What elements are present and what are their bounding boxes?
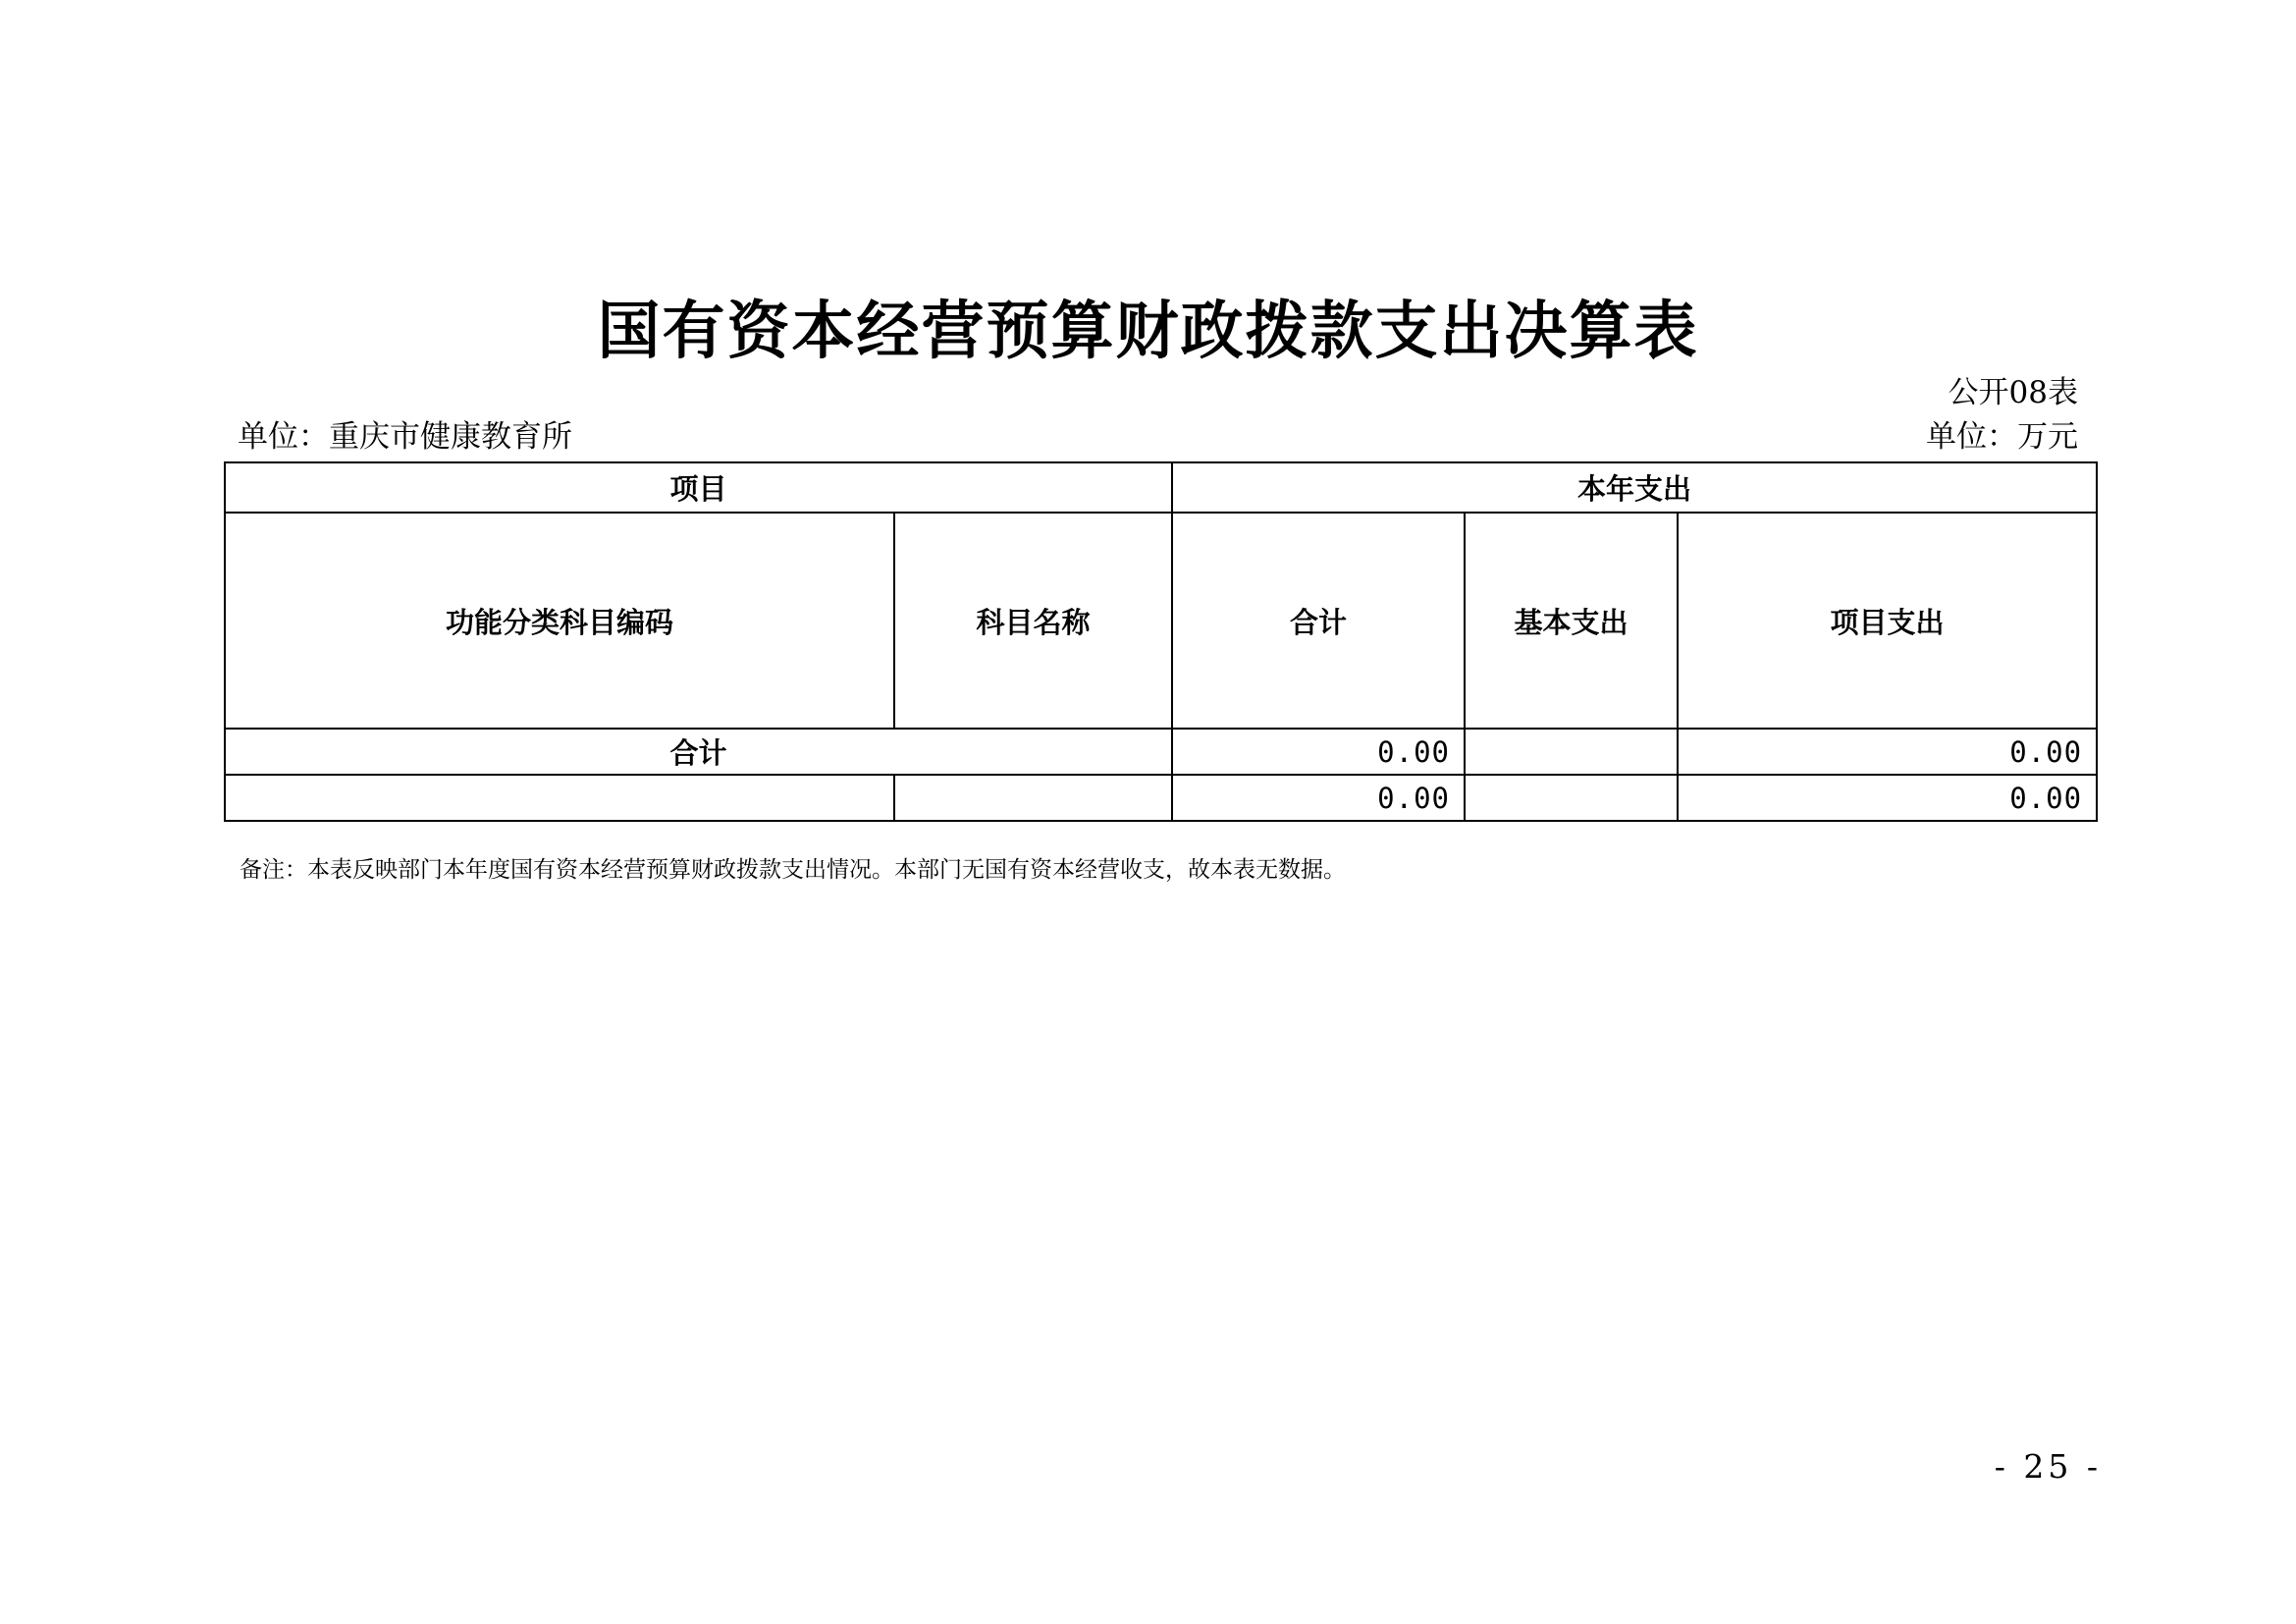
- row-subject-name: [894, 775, 1172, 821]
- total-row-total: 0.00: [1172, 729, 1465, 775]
- page-title: 国有资本经营预算财政拨款支出决算表: [597, 296, 1699, 368]
- row-basic-expenditure: [1465, 775, 1678, 821]
- project-expenditure-header: 项目支出: [1678, 513, 2097, 729]
- reporting-unit: 单位：重庆市健康教育所: [238, 419, 572, 455]
- total-row-basic-expenditure: [1465, 729, 1678, 775]
- subject-name-header: 科目名称: [894, 513, 1172, 729]
- expenditure-table: [224, 461, 2098, 822]
- function-code-header: 功能分类科目编码: [225, 513, 894, 729]
- project-group-header: 项目: [225, 462, 1172, 513]
- column-header-row: [225, 513, 2097, 729]
- row-function-code: [225, 775, 894, 821]
- page-number: - 25 -: [1994, 1447, 2102, 1486]
- row-total: 0.00: [1172, 775, 1465, 821]
- footnote: 备注：本表反映部门本年度国有资本经营预算财政拨款支出情况。本部门无国有资本经营收支，故本表无数据。: [240, 857, 1346, 883]
- total-row-label: 合计: [225, 729, 1172, 775]
- current-year-expenditure-header: 本年支出: [1172, 462, 2097, 513]
- table-row: [225, 775, 2097, 821]
- total-row-project-expenditure: 0.00: [1678, 729, 2097, 775]
- total-row: [225, 729, 2097, 775]
- table-number: 公开08表: [1948, 375, 2078, 410]
- row-project-expenditure: 0.00: [1678, 775, 2097, 821]
- total-header: 合计: [1172, 513, 1465, 729]
- group-header-row: [225, 462, 2097, 513]
- basic-expenditure-header: 基本支出: [1465, 513, 1678, 729]
- currency-unit: 单位：万元: [1926, 419, 2078, 455]
